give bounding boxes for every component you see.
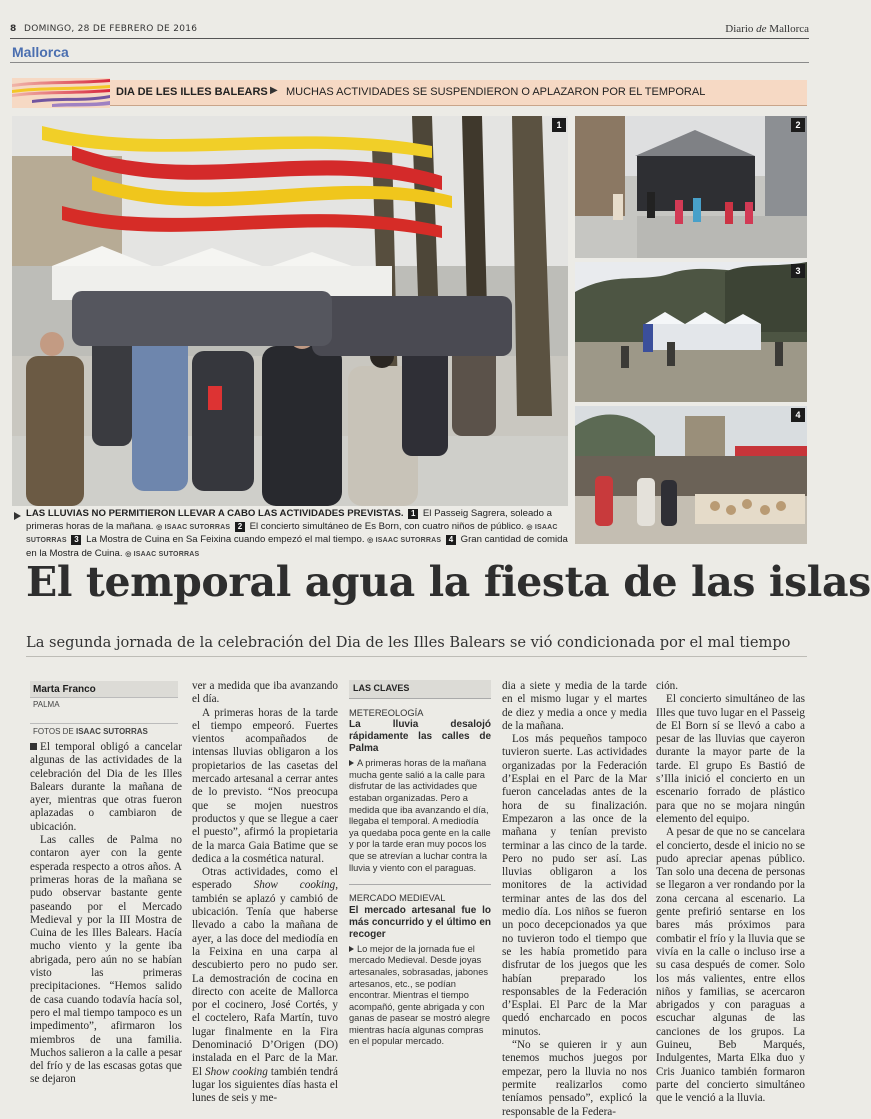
article-paragraph: [30, 741, 182, 834]
article-paragraph: “No se quieren ir y aun tenemos muchos juegos por empezar, pero la lluvia no nos permite realizarlos como teníamos pensado”, explicó la responsable de la Federa-: [502, 1039, 647, 1118]
masthead: [725, 23, 809, 35]
caption-item-1: El Passeig Sagrera, soleado a primeras horas de la mañana.: [26, 508, 552, 532]
caption-item-3: La Mostra de Cuina en Sa Feixina cuando empezó el mal tiempo.: [86, 534, 365, 545]
clave-2-label: MERCADO MEDIEVAL: [349, 893, 446, 904]
page-date: DOMINGO, 28 DE FEBRERO DE 2016: [24, 24, 198, 34]
crowd-street-image: [12, 116, 568, 506]
photo-passeig-sagrera: [12, 116, 568, 506]
clave-arrow-icon: [349, 760, 354, 766]
photo-number-3: 3: [791, 264, 805, 278]
caption-number-2: 2: [235, 522, 245, 532]
clave-1-label: METEREOLOGÍA: [349, 707, 424, 718]
photo-number-1: 1: [552, 118, 566, 132]
photo-caption: [26, 508, 568, 561]
article-italic: Show cooking: [205, 1065, 268, 1078]
author-place: PALMA: [33, 700, 60, 709]
caption-item-2: El concierto simultáneo de Es Born, con cuatro niños de público.: [249, 520, 524, 532]
section-title: Mallorca: [12, 44, 69, 60]
caption-number-4: 4: [446, 535, 456, 545]
claves-sidebar: [349, 680, 491, 1058]
caption-credit-3: ◎ ISAAC SUTORRAS: [367, 537, 442, 544]
caption-credit-2: ◎ ISAAC SUTORRAS: [26, 523, 558, 544]
page-number: 8: [10, 24, 17, 34]
caption-item-4: Gran cantidad de comida en la Mostra de Cuina.: [26, 534, 568, 559]
balearic-flag-graphic: [12, 78, 110, 108]
photo-credit-label: FOTOS DE: [33, 727, 74, 736]
masthead-pre: Diario: [725, 23, 757, 35]
photo-number-4: 4: [791, 408, 805, 422]
article-paragraph: dia a siete y media de la tarde en el mismo lugar y el martes de diez y media a once y media de la mañana.: [502, 680, 647, 732]
photo-credit-name: ISAAC SUTORRAS: [75, 727, 148, 736]
masthead-de: de: [756, 23, 767, 35]
clave-2-body: [349, 944, 491, 1048]
caption-credit-4: ◎ ISAAC SUTORRAS: [125, 550, 200, 558]
article-paragraph: A pesar de que no se cancelara el concierto, desde el inicio no se pudo apreciar apenas público. Tan solo una decena de personas se llegaron a ver rondando por la zona cercana al escenario. La gente prefirió sentarse en los bares más próximos para combatir el frío y la lluvia que se vivía en la calle o incluso irse a su casa después de comer. Solo los más valientes, entre ellos niños y familias, se acercaron abrigados y con paraguas a escuchar algunas de las canciones de los grupos. La Guineu, Beb Marqués, Indulgentes, Marta Elka duo y Cris Juanico también formaron parte del concierto simultáneo que le venció a la lluvia.: [656, 826, 805, 1105]
article-paragraph: Las calles de Palma no contaron ayer con la gente esperada respecto a otros años. A primeras horas de la mañana se pudo observar bastante gente paseando por el Mercado Medieval y por la III Mostra de Cuina de les Illes Balears. Hacía mucho viento y la gente iba abrigada, pero aún no se habían visto las primeras precipitaciones. “Hemos salido de casa cuando todavía hacía sol, pero el mal tiempo tampoco es un impedimento”, afirmaron los miembros de una familia. Muchos salieron a la calle a pesar del frío y de las escasas gotas que se dejaron: [30, 834, 182, 1086]
article-paragraph: ción.: [656, 680, 679, 692]
article-subheadline: La segunda jornada de la celebración del Dia de les Illes Balears se vió condicionada por el mal tiempo: [26, 634, 791, 651]
article-text: también tendrá lugar los siguientes días hasta el lunes de seis y me-: [192, 1065, 338, 1105]
header-rule: [10, 38, 809, 39]
masthead-post: Mallorca: [766, 23, 809, 35]
article-headline: El temporal agua la fiesta de las islas: [26, 558, 871, 606]
clave-1-text: A primeras horas de la mañana mucha gente salió a la calle para disfrutar de las actividades que estaban organizadas. Pero a medida que iba avanzando el día, llegaba el temporal. A mediodía ya quedaba poca gente en la calle y por la tarde eran muy pocos los que se atrevían a luchar contra la lluvia y viento con el paraguas.: [349, 758, 491, 873]
caption-number-3: 3: [71, 535, 81, 545]
caption-credit-text: ISAAC SUTORRAS: [133, 550, 200, 558]
concert-stage-image: [575, 116, 807, 258]
photo-concierto-born: [575, 116, 807, 258]
caption-arrow-icon: [14, 512, 21, 520]
article-column-1: [30, 741, 182, 1087]
article-column-5: [656, 680, 805, 1106]
photo-credit: [30, 723, 178, 736]
article-italic: Show cooking: [253, 879, 336, 892]
clave-2-text: Lo mejor de la jornada fue el mercado Medieval. Desde joyas artesanales, sobrasadas, jabones artesanos, etc., se podían encontrar. Mientras el tiempo acompañó, gente abrigada y con ganas de pasear se mostró alegre mientras hacía algunas compras en el popular mercado.: [349, 943, 491, 1047]
photo-mostra-cuina: [575, 406, 807, 544]
ribbon-arrow-icon: ▶: [270, 85, 278, 96]
photo-sa-feixina: [575, 262, 807, 402]
ribbon-text: MUCHAS ACTIVIDADES SE SUSPENDIERON O APLAZARON POR EL TEMPORAL: [286, 86, 706, 98]
food-stalls-image: [575, 406, 807, 544]
dek-rule: [26, 656, 807, 657]
caption-credit-text: ISAAC SUTORRAS: [26, 523, 558, 544]
article-paragraph: Los más pequeños tampoco tuvieron suerte. Las actividades organizadas por la Federación d’Esplai en el Parc de la Mar fueron canceladas antes de la hora de su finalización. Empezaron a las once de la mañana y tenían previsto terminar a las cinco de la tarde. Pero no pudo ser así. Las lluvias obligaron a los monitores de la actividad terminar antes de las dos del medio día. Los niños se fueron un poco decepcionados ya que no tuvieron todo el tiempo que se les había prometido para disfrutar de los juegos que les habían preparado los responsables de la Federación d’Esplai. El Parc de la Mar quedó encharcado en pocos minutos.: [502, 733, 647, 1038]
claves-rule: [349, 884, 491, 885]
byline: [30, 681, 178, 736]
ribbon-lead: DIA DE LES ILLES BALEARS: [116, 86, 268, 98]
article-text: Otras actividades, como el esperado: [192, 866, 338, 892]
clave-arrow-icon: [349, 946, 354, 952]
article-text: El temporal obligó a cancelar algunas de las actividades de la celebración del Dia de les Illes Balears durante la mañana de ayer, mientras que otras fueron aplazadas o cambiaron de ubicación.: [30, 741, 182, 833]
clave-1-headline: La lluvia desalojó rápidamente las calles de Palma: [349, 719, 491, 755]
article-column-2: [192, 680, 338, 1106]
park-tents-image: [575, 262, 807, 402]
photo-number-2: 2: [791, 118, 805, 132]
author-name: Marta Franco: [30, 681, 178, 698]
article-text: , también se aplazó y cambió de ubicación. Tenía que haberse llevado a cabo la mañana de ayer, a las doce del mediodía en la Feixina en una carpa al descubierto pero no pudo ser. La demostración de cocina en directo con aceite de Mallorca por el cocinero, José Cortés, y el coctelero, Rafa Martín, tuvo lugar finalmente en la Fira Denominació D’Origen (DO) instalada en el Parc de la Mar. El: [192, 879, 338, 1078]
caption-credit-text: ISAAC SUTORRAS: [164, 523, 231, 531]
claves-title: LAS CLAVES: [349, 680, 491, 699]
clave-1-body: [349, 758, 491, 874]
caption-credit-1: ◎ ISAAC SUTORRAS: [156, 523, 231, 531]
article-paragraph: A primeras horas de la tarde el tiempo empeoró. Fuertes vientos acompañados de intensas lluvias obligaron a los propietarios de las casetas del mercado artesanal a cerrar antes de lo previsto. “Nos preocupa que se mojen nuestros productos y que se llegue a caer el puesto”, afirmó la propietaria de la marca Gaia Batime que se dedica a la cosmética natural.: [192, 706, 338, 865]
article-column-4: [502, 680, 647, 1119]
article-paragraph: [192, 866, 338, 1105]
article-paragraph: El concierto simultáneo de las Illes que tuvo lugar en el Passeig de El Born sí se llevó a cabo a pesar de las lluvias que cayeron durante la mayor parte de la tarde. El grupo Es Bastió de s’Illa inició el concierto en un escenario forrado de plástico para que no se mojara ningún elemento del equipo.: [656, 693, 805, 825]
caption-number-1: 1: [408, 509, 418, 519]
article-paragraph: ver a medida que iba avanzando el día.: [192, 680, 338, 706]
lead-square-icon: [30, 743, 37, 750]
caption-credit-text: ISAAC SUTORRAS: [375, 537, 442, 544]
caption-lead: LAS LLUVIAS NO PERMITIERON LLEVAR A CABO LAS ACTIVIDADES PREVISTAS.: [26, 508, 404, 519]
clave-2-headline: El mercado artesanal fue lo más concurrido y el último en recoger: [349, 904, 491, 940]
section-rule: [10, 62, 809, 63]
topic-ribbon: [12, 80, 807, 106]
